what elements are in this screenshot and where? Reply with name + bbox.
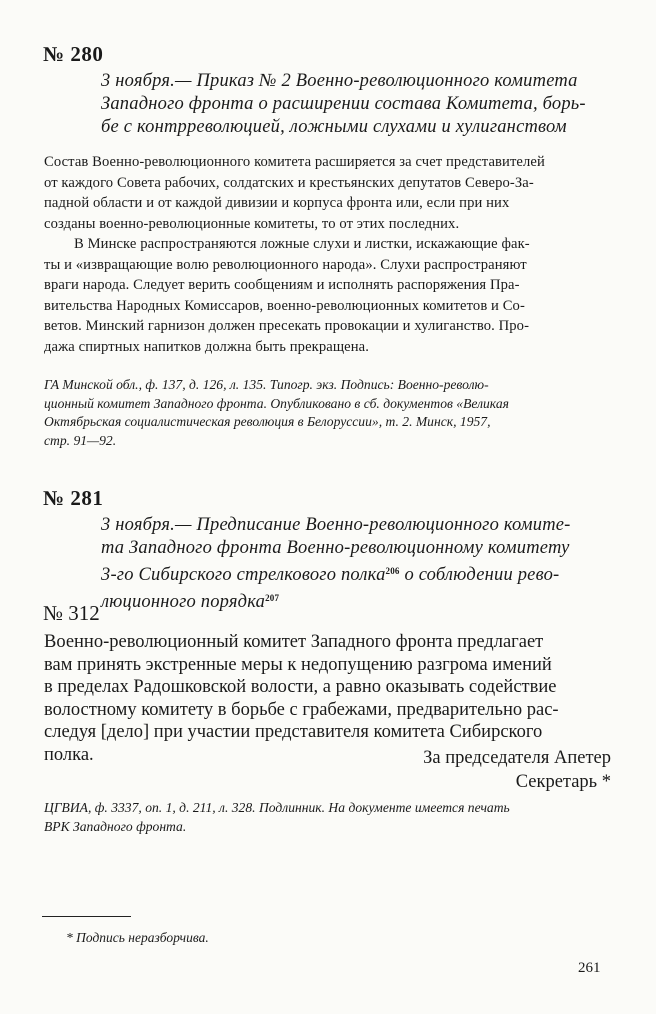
source-line: ВРК Западного фронта. (44, 818, 187, 834)
footnote-divider (42, 916, 131, 917)
text-line: падной области и от каждой дивизии и корпуса фронта или, если при них (44, 195, 510, 211)
heading-line: 3 ноября.— Предписание Военно-революционного комите- (101, 515, 571, 535)
source-line: стр. 91—92. (44, 432, 117, 448)
heading-text: люционного порядка (101, 592, 266, 612)
text-line: в пределах Радошковской волости, а равно оказывать содействие (44, 677, 557, 697)
heading-text: 3-го Сибирского стрелкового полка (101, 565, 386, 585)
text-line: следуя [дело] при участии представителя комитета Сибирского (44, 722, 543, 742)
footnote-ref: 207 (265, 593, 280, 603)
document-281-heading (101, 514, 611, 614)
text-line: Военно-революционный комитет Западного фронта предлагает (44, 632, 544, 652)
text-line: вительства Народных Комиссаров, военно-революционных комитетов и Со- (44, 297, 525, 314)
document-280-source (44, 376, 611, 450)
footnote: * Подпись неразборчива. (66, 930, 209, 945)
heading-line: 3 ноября.— Приказ № 2 Военно-революционного комитета (101, 71, 578, 91)
text-line: полка. (44, 744, 94, 765)
text-line: В Минске распространяются ложные слухи и листки, искажающие фак- (74, 236, 530, 252)
heading-line (101, 587, 611, 614)
heading-text: о соблюдении рево- (399, 565, 560, 585)
document-280-paragraph-2 (44, 234, 611, 357)
text-line: ты и «извращающие волю революционного народа». Слухи распространяют (44, 256, 527, 273)
heading-line (101, 560, 611, 587)
text-line: враги народа. Следует верить сообщениям и исполнять распоряжения Пра- (44, 277, 520, 293)
signature-secretary: Секретарь * (515, 772, 611, 792)
document-number-280: № 280 (43, 42, 104, 66)
document-281-source (44, 799, 611, 836)
source-line: Октябрьская социалистическая революция в Белоруссии», т. 2. Минск, 1957, (44, 414, 491, 429)
document-number-281: № 281 (43, 486, 104, 510)
text-line: Состав Военно-революционного комитета расширяется за счет представителей (44, 154, 545, 170)
text-line: от каждого Совета рабочих, солдатских и крестьянских депутатов Северо-За- (44, 174, 534, 191)
source-line: ЦГВИА, ф. 3337, оп. 1, д. 211, л. 328. Подлинник. На документе имеется печать (44, 800, 510, 815)
heading-line: Западного фронта о расширении состава Комитета, борь- (101, 94, 586, 114)
document-280-paragraph-1 (44, 152, 611, 234)
signature-chairman: За председателя Апетер (423, 748, 611, 768)
source-line: ГА Минской обл., ф. 137, д. 126, л. 135. Типогр. экз. Подпись: Военно-револю- (44, 377, 489, 392)
source-line: ционный комитет Западного фронта. Опубликовано в сб. документов «Великая (44, 395, 509, 411)
text-line: вам принять экстренные меры к недопущению разгрома имений (44, 654, 552, 675)
document-281-body (44, 631, 611, 766)
text-line: волостному комитету в борьбе с грабежами, предварительно рас- (44, 699, 559, 720)
heading-line: та Западного фронта Военно-революционному комитету (101, 538, 570, 558)
telegram-number: № 312 (43, 601, 100, 625)
heading-line: бе с контрреволюцией, ложными слухами и хулиганством (101, 117, 567, 137)
page-number: 261 (578, 960, 601, 976)
document-280-heading (101, 70, 611, 139)
text-line: дажа спиртных напитков должна быть прекращена. (44, 338, 369, 355)
text-line: созданы военно-революционные комитеты, то от этих последних. (44, 215, 460, 232)
footnote-ref: 206 (385, 566, 400, 576)
text-line: ветов. Минский гарнизон должен пресекать провокации и хулиганство. Про- (44, 318, 530, 334)
